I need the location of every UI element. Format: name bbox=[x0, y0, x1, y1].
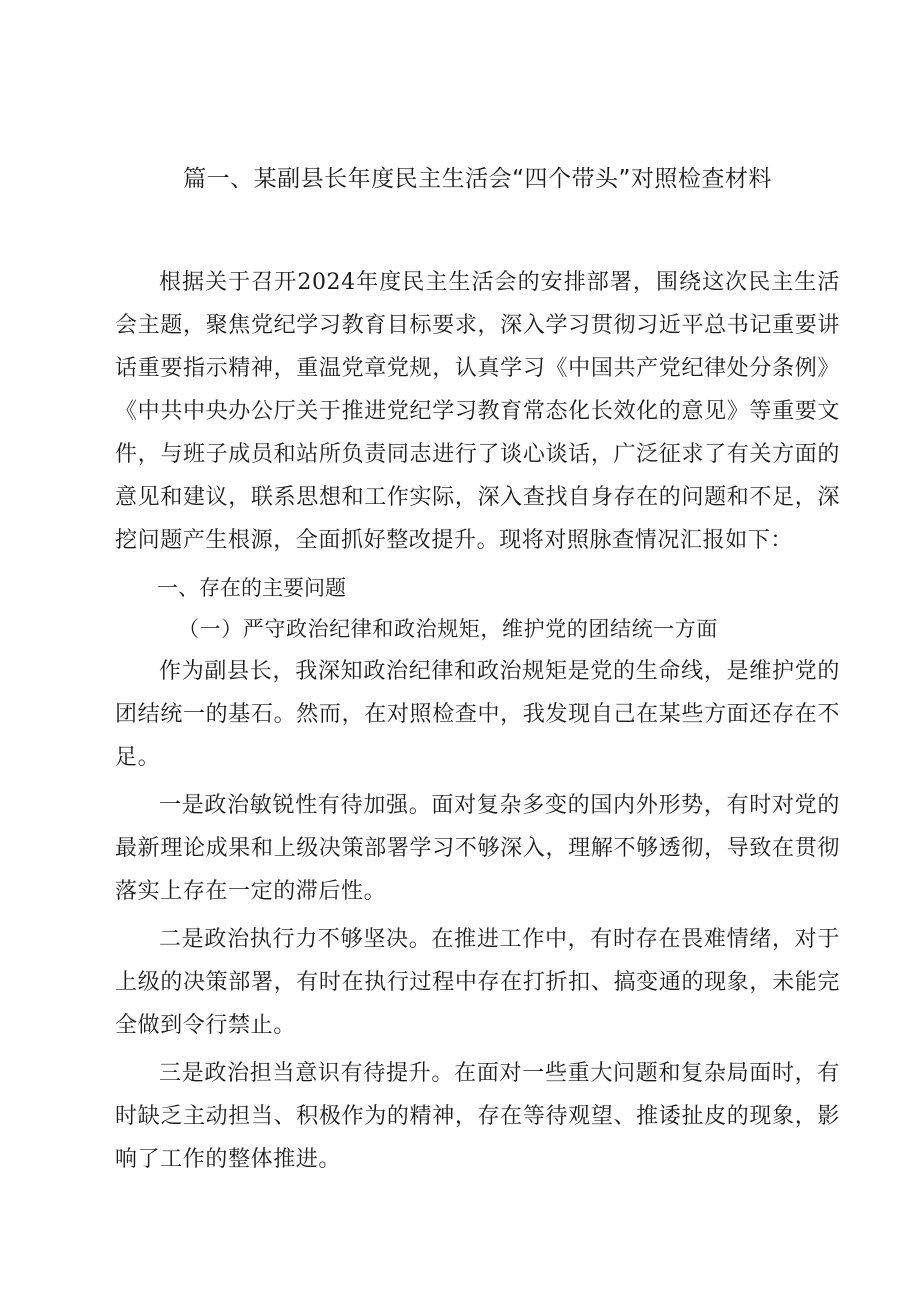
document-page bbox=[115, 152, 840, 1181]
body-paragraph-4: 三是政治担当意识有待提升。在面对一些重大问题和复杂局面时，有时缺乏主动担当、积极作为的精神，存在等待观望、推诿扯皮的现象，影响了工作的整体推进。 bbox=[115, 1061, 840, 1172]
body-paragraph-2: 一是政治敏锐性有待加强。面对复杂多变的国内外形势，有时对党的最新理论成果和上级决策部署学习不够深入，理解不够透彻，导致在贯彻落实上存在一定的滞后性。 bbox=[115, 793, 840, 904]
intro-paragraph: 根据关于召开2024年度民主生活会的安排部署，围绕这次民主生活会主题，聚焦党纪学习教育目标要求，深入学习贯彻习近平总书记重要讲话重要指示精神，重温党章党规，认真学习《中国共产党纪律处分条例》《中共中央办公厅关于推进党纪学习教育常态化长效化的意见》等重要文件，与班子成员和站所负责同志进行了谈心谈话，广泛征求了有关方面的意见和建议，联系思想和工作实际，深入查找自身存在的问题和不足，深挖问题产生根源，全面抓好整改提升。现将对照脉查情况汇报如下： bbox=[115, 270, 840, 553]
section-heading: 一、存在的主要问题 bbox=[157, 576, 346, 600]
document-title: 篇一、某副县长年度民主生活会“四个带头”对照检查材料 bbox=[183, 166, 772, 192]
body-paragraph-1: 作为副县长，我深知政治纪律和政治规矩是党的生命线，是维护党的团结统一的基石。然而，在对照检查中，我发现自己在某些方面还存在不足。 bbox=[115, 659, 840, 770]
subsection-heading: （一）严守政治纪律和政治规矩，维护党的团结统一方面 bbox=[178, 617, 718, 641]
body-paragraph-3: 二是政治执行力不够坚决。在推进工作中，有时存在畏难情绪，对于上级的决策部署，有时在执行过程中存在打折扣、搞变通的现象，未能完全做到令行禁止。 bbox=[115, 927, 840, 1038]
